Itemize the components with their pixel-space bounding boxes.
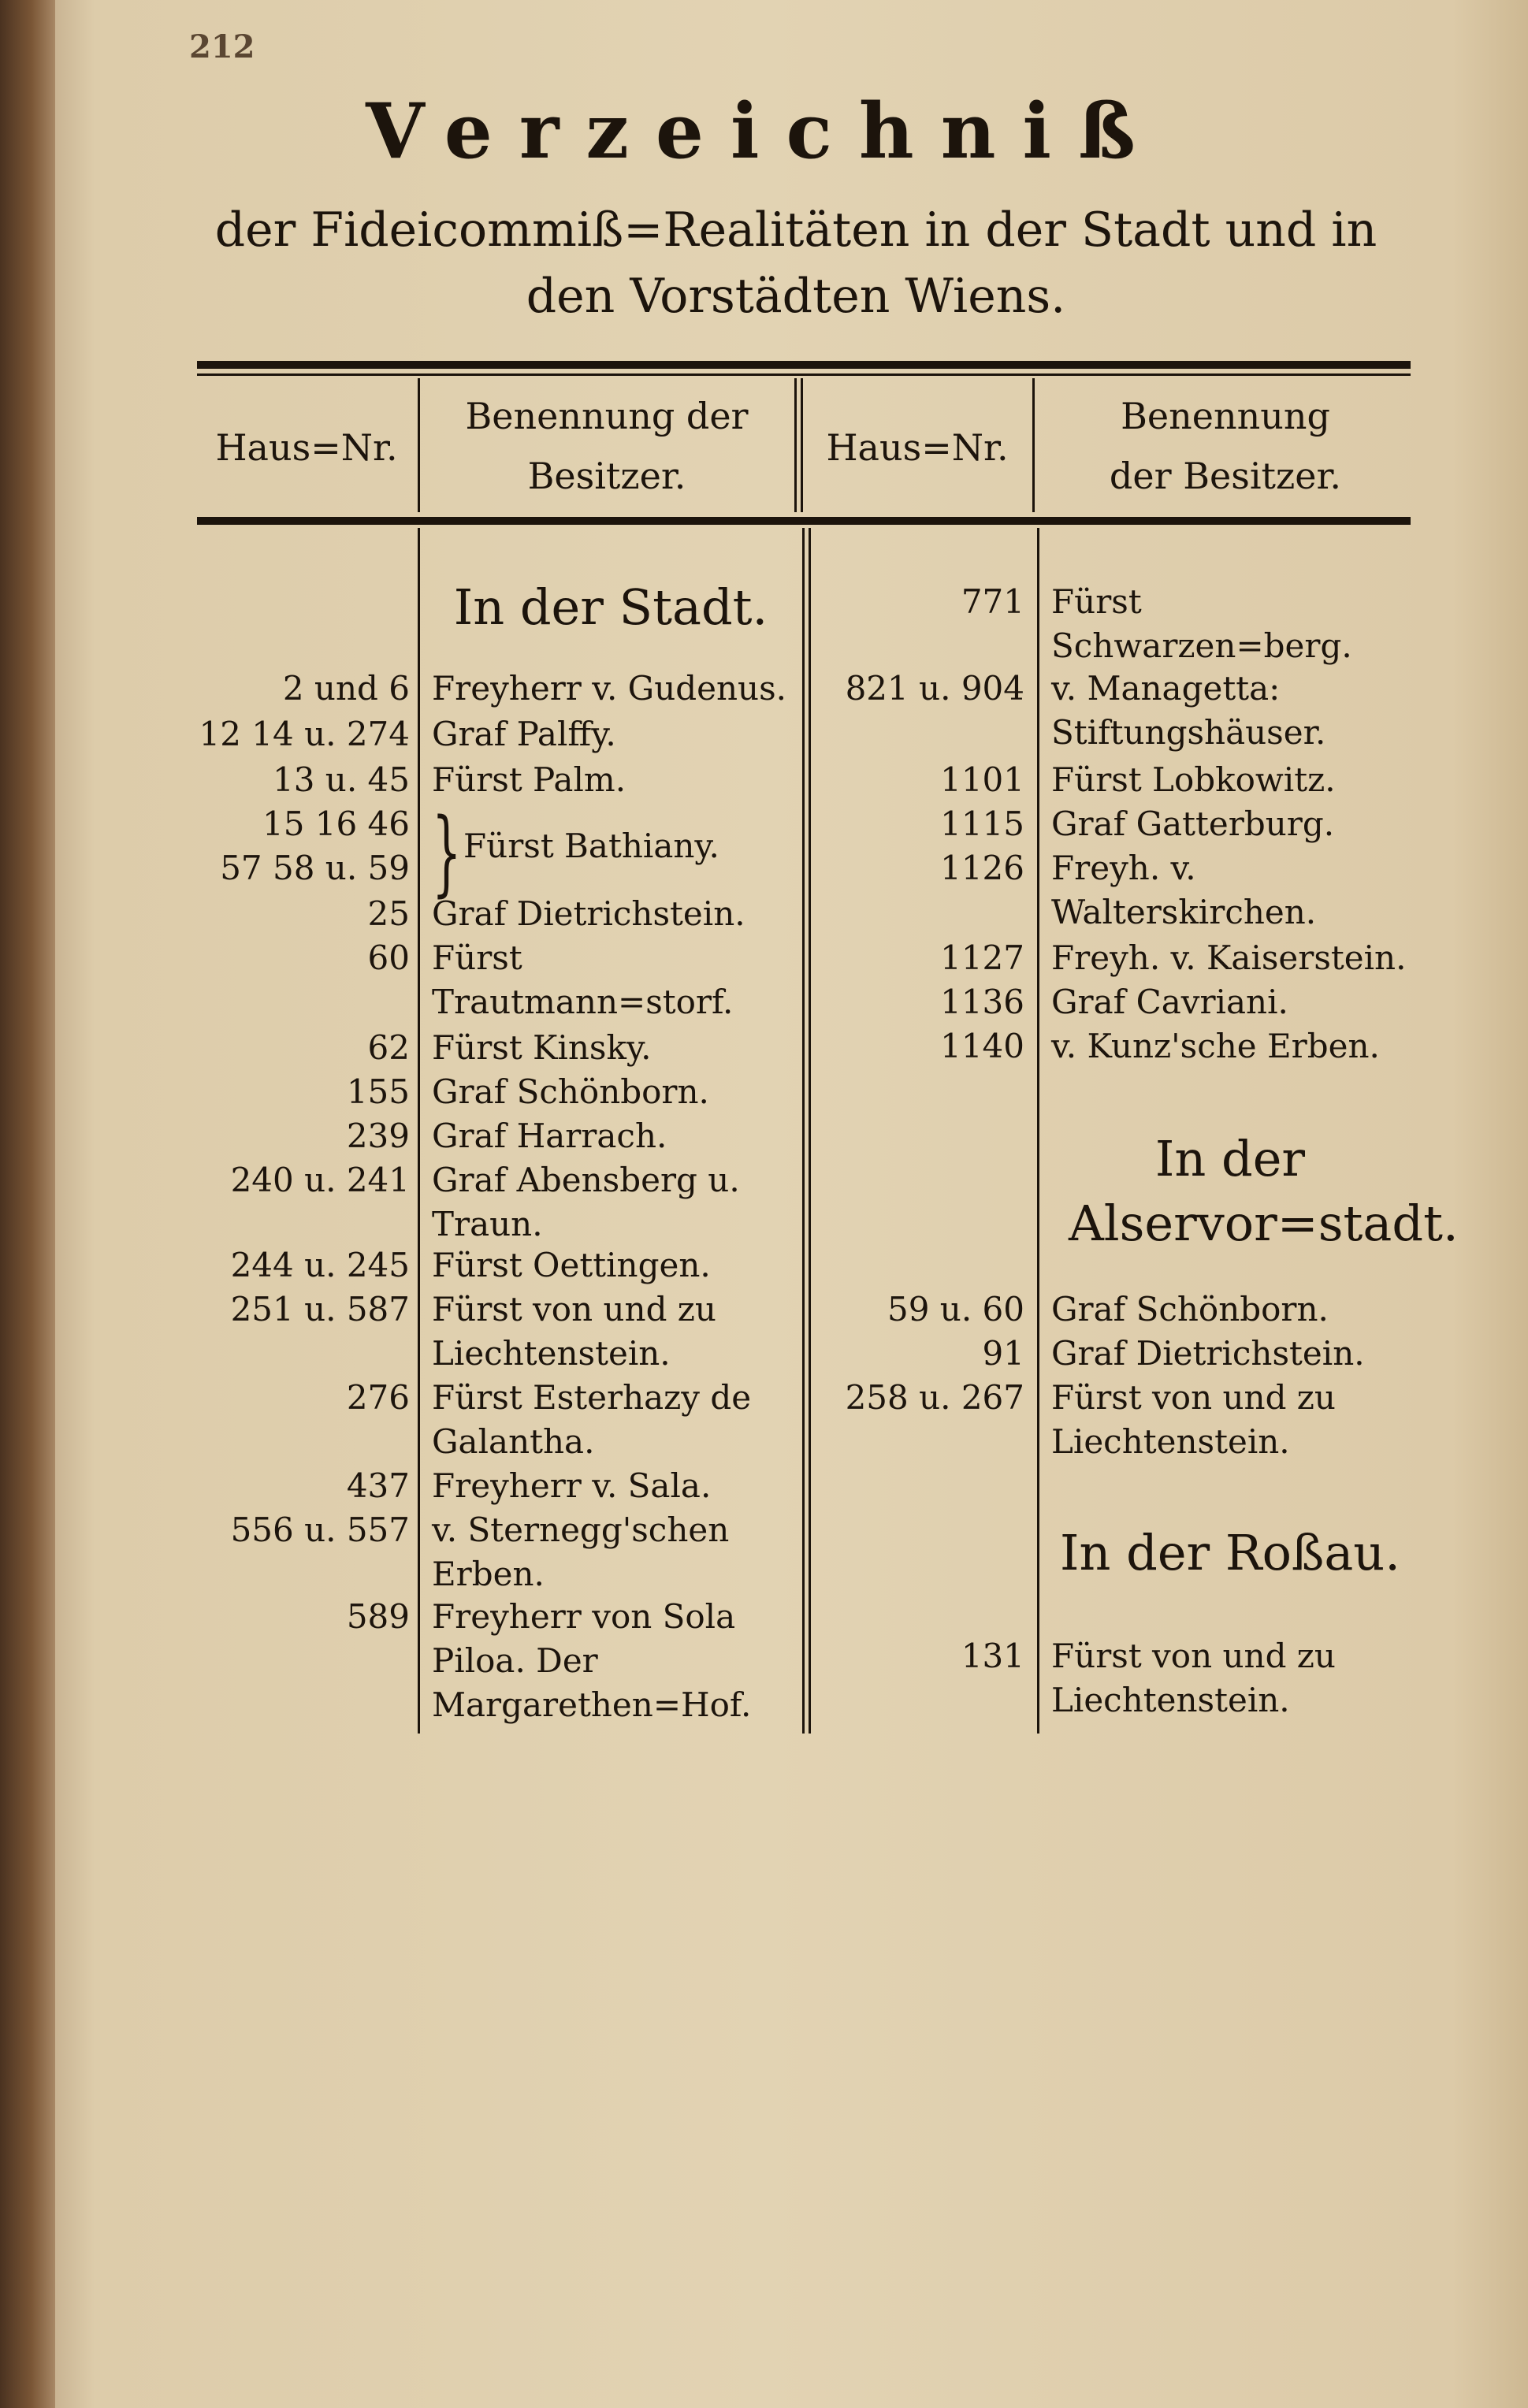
table-row-number: 155 <box>346 1072 410 1111</box>
table-row-number: 771 <box>961 582 1024 621</box>
table-row-number: 59 u. 60 <box>887 1290 1024 1328</box>
table-row-name: Fürst Palm. <box>432 760 626 799</box>
table-row-number: 589 <box>346 1597 410 1636</box>
table-row-number: 15 16 46 <box>262 805 410 843</box>
table-row-name: Graf Cavriani. <box>1051 983 1288 1021</box>
table-row-number: 821 u. 904 <box>845 669 1024 708</box>
table-row-number: 60 <box>367 938 410 977</box>
brace-icon: } <box>432 797 462 906</box>
column-divider <box>1032 378 1035 512</box>
table-row-name: Graf Dietrichstein. <box>432 894 745 933</box>
table-row-name: Graf Gatterburg. <box>1051 805 1335 843</box>
column-divider <box>1037 528 1039 1734</box>
page-number: 212 <box>189 28 255 65</box>
table-row-number: 244 u. 245 <box>230 1246 410 1284</box>
table-row-number: 437 <box>346 1466 410 1505</box>
table-row-number: 1101 <box>940 760 1024 799</box>
table-row-number: 1136 <box>940 983 1024 1021</box>
column-divider <box>801 378 803 512</box>
table-row-number: 1115 <box>940 805 1024 843</box>
table-row-name: Graf Dietrichstein. <box>1051 1334 1365 1373</box>
table-row-name: Fürst Lobkowitz. <box>1051 760 1336 799</box>
header-right-name: Benennung der Besitzer. <box>1109 395 1342 497</box>
table-top-rule-thin <box>197 373 1411 376</box>
table-row-name: Graf Palffy. <box>432 715 616 753</box>
table-row-name: Graf Schönborn. <box>432 1072 709 1111</box>
table-row-number: 239 <box>346 1117 410 1155</box>
column-divider <box>418 528 420 1734</box>
table-row-name: Fürst von und zu Liechtenstein. <box>1051 1637 1336 1719</box>
table-row-number: 131 <box>961 1637 1024 1675</box>
table-row-name: Freyh. v. Walterskirchen. <box>1051 849 1317 931</box>
table-row-name: Freyherr von Sola Piloa. Der Margarethen=Hof. <box>432 1597 752 1724</box>
table-row-name: Freyh. v. Kaiserstein. <box>1051 938 1407 977</box>
table-row-name: Graf Abensberg u. Traun. <box>432 1161 740 1243</box>
table-row-number: 91 <box>982 1334 1024 1373</box>
table-row-name: Fürst Bathiany. <box>463 827 719 865</box>
header-left-number: Haus=Nr. <box>215 426 398 469</box>
book-spine <box>0 0 55 2408</box>
table-row-name: Fürst Esterhazy de Galantha. <box>432 1378 752 1461</box>
header-left-name: Benennung der Besitzer. <box>465 395 749 497</box>
table-row-number: 1126 <box>940 849 1024 887</box>
table-row-name: Fürst von und zu Liechtenstein. <box>432 1290 716 1373</box>
table-row-name: Fürst von und zu Liechtenstein. <box>1051 1378 1336 1461</box>
table-row-number: 240 u. 241 <box>230 1161 410 1199</box>
table-row-number: 251 u. 587 <box>230 1290 410 1328</box>
column-divider <box>809 528 811 1734</box>
table-row-number: 276 <box>346 1378 410 1417</box>
table-row-name: v. Sternegg'schen Erben. <box>432 1511 730 1593</box>
table-row-name: Fürst Schwarzen=berg. <box>1051 582 1352 665</box>
column-divider <box>802 528 805 1734</box>
table-row-name: v. Managetta: Stiftungshäuser. <box>1051 669 1326 752</box>
table-row-number: 1140 <box>940 1027 1024 1065</box>
table-row-number: 2 und 6 <box>282 669 410 708</box>
table-row-name: Fürst Trautmann=storf. <box>432 938 734 1021</box>
table-header-rule <box>197 517 1411 525</box>
table-row-number: 258 u. 267 <box>845 1378 1024 1417</box>
table-row-name: Freyherr v. Sala. <box>432 1466 712 1505</box>
table-row-number: 25 <box>367 894 410 933</box>
section-heading-rossau: In der Roßau. <box>1060 1524 1400 1581</box>
column-divider <box>794 378 797 512</box>
table-row-name: Fürst Kinsky. <box>432 1028 652 1067</box>
page-subtitle: der Fideicommiß=Realitäten in der Stadt und in den Vorstädten Wiens. <box>214 203 1377 324</box>
table-top-rule <box>197 361 1411 369</box>
table-row-number: 12 14 u. 274 <box>199 715 410 753</box>
table-row-name: Graf Schönborn. <box>1051 1290 1329 1328</box>
section-heading-stadt: In der Stadt. <box>453 578 768 636</box>
table-row-number: 62 <box>367 1028 410 1067</box>
table-row-number: 1127 <box>940 938 1024 977</box>
column-divider <box>418 378 420 512</box>
table-row-name: v. Kunz'sche Erben. <box>1051 1027 1380 1065</box>
table-row-number: 13 u. 45 <box>273 760 410 799</box>
header-right-number: Haus=Nr. <box>826 426 1009 469</box>
table-row-name: Fürst Oettingen. <box>432 1246 711 1284</box>
table-row-number: 57 58 u. 59 <box>220 849 410 887</box>
table-row-name: Freyherr v. Gudenus. <box>432 669 787 708</box>
table-row-number: 556 u. 557 <box>230 1511 410 1549</box>
page-title: Verzeichniß <box>366 87 1162 176</box>
table-row-name: Graf Harrach. <box>432 1117 667 1155</box>
section-heading-alservorstadt: In der Alservor=stadt. <box>1069 1130 1459 1252</box>
